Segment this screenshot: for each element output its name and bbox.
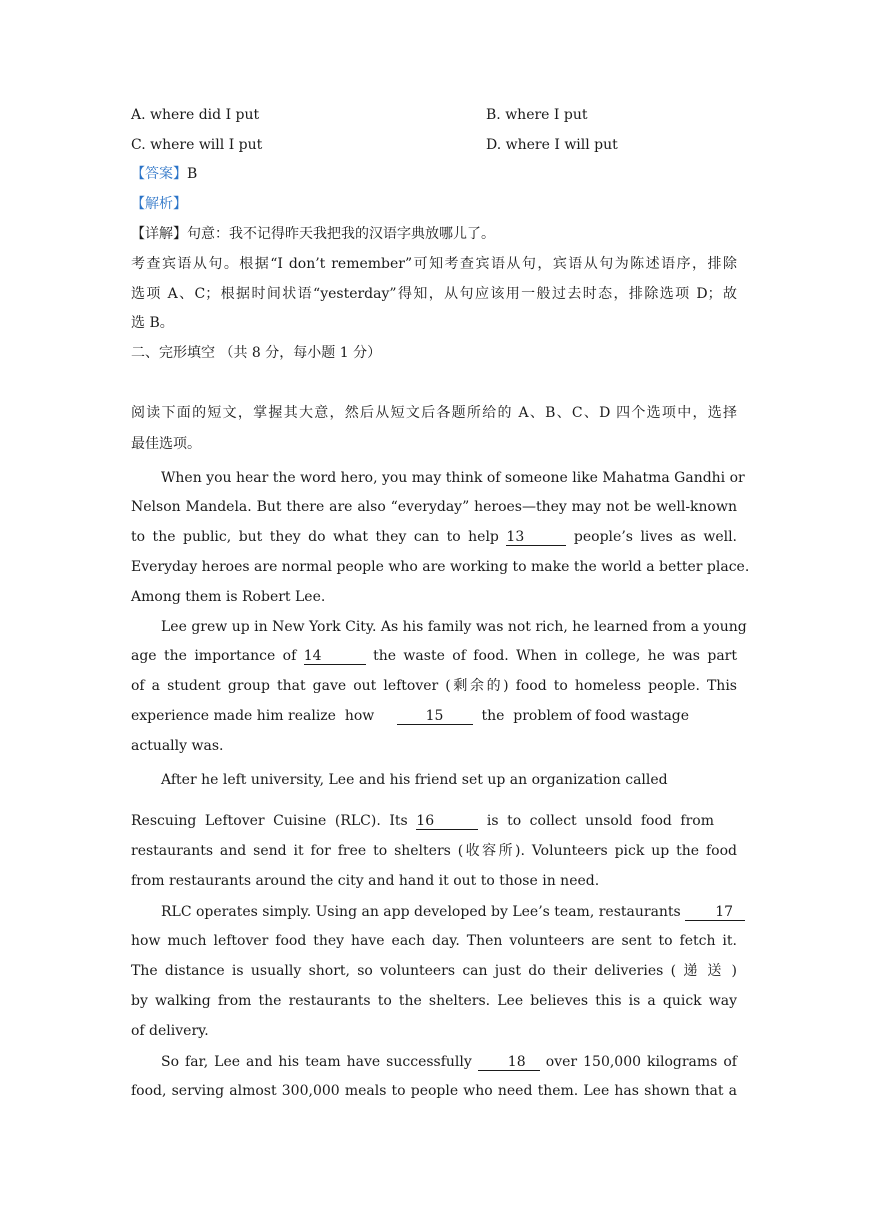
passage-text: Rescuing Leftover Cuisine (RLC). Its	[131, 813, 417, 829]
blank-16: 16	[416, 813, 478, 830]
blank-15: 15	[397, 708, 473, 725]
passage-p1-line-5: Among them is Robert Lee.	[131, 589, 326, 605]
passage-text: age the importance of	[131, 648, 304, 664]
passage-p4-line-1	[131, 903, 737, 921]
passage-p2-line-4	[131, 707, 737, 725]
passage-p3-line-3: restaurants and send it for free to shelters (收容所). Volunteers pick up the food	[131, 843, 737, 859]
instruction-line-2: 最佳选项。	[131, 436, 201, 452]
passage-text: experience made him realize how	[131, 708, 397, 724]
explanation-line-2: 选项 A、C；根据时间状语“yesterday”得知，从句应该用一般过去时态，排除选项 D；故	[131, 286, 737, 302]
analysis-label: 【解析】	[131, 196, 187, 212]
passage-p5-line-2: food, serving almost 300,000 meals to people who need them. Lee has shown that a	[131, 1083, 737, 1099]
passage-p2-line-3: of a student group that gave out leftover (剩余的) food to homeless people. This	[131, 678, 737, 694]
answer-value: B	[187, 166, 198, 182]
passage-text: the problem of food wastage	[472, 708, 690, 724]
section-heading: 二、完形填空 （共 8 分，每小题 1 分）	[131, 345, 382, 361]
passage-p3-line-1: After he left university, Lee and his friend set up an organization called	[161, 772, 668, 788]
blank-18: 18	[478, 1054, 540, 1071]
passage-p4-line-5: of delivery.	[131, 1023, 209, 1039]
option-d: D. where I will put	[486, 137, 618, 153]
passage-p1-line-1: When you hear the word hero, you may think of someone like Mahatma Gandhi or	[161, 470, 745, 486]
passage-text: So far, Lee and his team have successfully	[161, 1054, 478, 1070]
explanation-line-1: 考查宾语从句。根据“I don’t remember”可知考查宾语从句，宾语从句为陈述语序，排除	[131, 256, 737, 272]
blank-17: 17	[685, 904, 745, 921]
passage-p4-line-2: how much leftover food they have each day. Then volunteers are sent to fetch it.	[131, 933, 737, 949]
passage-p5-line-1	[131, 1053, 737, 1071]
passage-text: RLC operates simply. Using an app developed by Lee’s team, restaurants	[161, 904, 686, 920]
passage-text: the waste of food. When in college, he was part	[365, 648, 737, 664]
detail-label: 【详解】	[131, 226, 187, 242]
passage-text: people’s lives as well.	[566, 529, 738, 545]
passage-p1-line-4: Everyday heroes are normal people who are working to make the world a better place.	[131, 559, 750, 575]
passage-p2-line-2	[131, 647, 737, 665]
option-a: A. where did I put	[131, 107, 260, 123]
analysis-line	[131, 195, 737, 213]
passage-text: over 150,000 kilograms of	[539, 1054, 737, 1070]
detail-line	[131, 225, 737, 243]
passage-text: to the public, but they do what they can to help	[131, 529, 507, 545]
passage-p2-line-1: Lee grew up in New York City. As his family was not rich, he learned from a young	[161, 619, 747, 635]
option-b: B. where I put	[486, 107, 588, 123]
option-c: C. where will I put	[131, 137, 263, 153]
passage-p1-line-3	[131, 528, 737, 546]
answer-line	[131, 165, 737, 183]
passage-p3-line-2	[131, 812, 714, 830]
passage-p2-line-5: actually was.	[131, 738, 224, 754]
passage-p1-line-2: Nelson Mandela. But there are also “everyday” heroes—they may not be well-known	[131, 499, 737, 515]
instruction-line-1: 阅读下面的短文，掌握其大意，然后从短文后各题所给的 A、B、C、D 四个选项中，选择	[131, 405, 737, 421]
blank-13: 13	[506, 529, 566, 546]
passage-p4-line-4: by walking from the restaurants to the shelters. Lee believes this is a quick way	[131, 993, 737, 1009]
detail-text: 句意：我不记得昨天我把我的汉语字典放哪儿了。	[187, 226, 495, 242]
passage-p3-line-4: from restaurants around the city and hand it out to those in need.	[131, 873, 600, 889]
blank-14: 14	[304, 648, 366, 665]
explanation-line-3: 选 B。	[131, 315, 174, 331]
passage-p4-line-3: The distance is usually short, so volunteers can just do their deliveries ( 递 送 )	[131, 963, 737, 979]
answer-label: 【答案】	[131, 166, 187, 182]
passage-text: is to collect unsold food from	[478, 813, 715, 829]
